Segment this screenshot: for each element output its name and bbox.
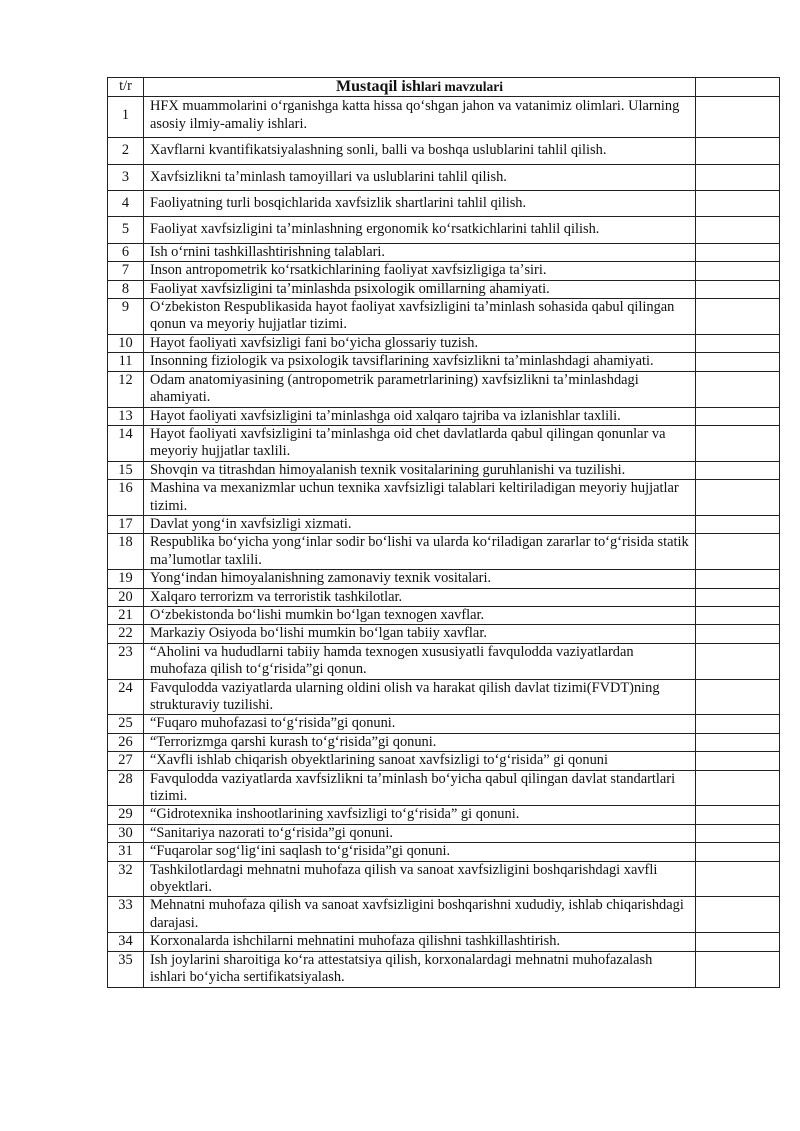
row-number: 33 (108, 897, 144, 933)
topics-table (107, 77, 780, 988)
row-topic: Oʻzbekistonda boʻlishi mumkin boʻlgan texnogen xavflar. (144, 606, 696, 624)
header-title-main: Mustaqil ish (335, 78, 421, 95)
row-empty-cell (696, 933, 780, 951)
row-empty-cell (696, 570, 780, 588)
row-number: 9 (108, 299, 144, 335)
table-row (108, 138, 780, 164)
row-number: 4 (108, 191, 144, 217)
row-empty-cell (696, 606, 780, 624)
table-header-row (108, 78, 780, 97)
table-row (108, 334, 780, 352)
row-topic: Insonning fiziologik va psixologik tavsiflarining xavfsizlikni taʼminlashdagi ahamiyati. (144, 353, 696, 371)
row-empty-cell (696, 164, 780, 190)
row-number: 25 (108, 715, 144, 733)
row-empty-cell (696, 843, 780, 861)
row-topic: Faoliyat xavfsizligini taʼminlashda psixologik omillarning ahamiyati. (144, 280, 696, 298)
row-number: 30 (108, 824, 144, 842)
row-topic: Markaziy Osiyoda boʻlishi mumkin boʻlgan tabiiy xavflar. (144, 625, 696, 643)
table-row (108, 933, 780, 951)
row-topic: “Terrorizmga qarshi kurash toʻgʻrisida”gi qonuni. (144, 733, 696, 751)
table-row (108, 371, 780, 407)
row-number: 31 (108, 843, 144, 861)
row-empty-cell (696, 752, 780, 770)
row-empty-cell (696, 951, 780, 987)
row-topic: Ish joylarini sharoitiga koʻra attestatsiya qilish, korxonalardagi mehnatni muhofazalash ishlari boʻyicha sertifikatsiyalash. (144, 951, 696, 987)
row-empty-cell (696, 280, 780, 298)
row-topic: Xalqaro terrorizm va terroristik tashkilotlar. (144, 588, 696, 606)
table-row (108, 280, 780, 298)
table-row (108, 752, 780, 770)
topics-table-body (108, 97, 780, 987)
table-row (108, 480, 780, 516)
row-number: 5 (108, 217, 144, 243)
table-row (108, 643, 780, 679)
row-empty-cell (696, 243, 780, 261)
row-number: 2 (108, 138, 144, 164)
row-number: 14 (108, 425, 144, 461)
row-number: 35 (108, 951, 144, 987)
row-number: 3 (108, 164, 144, 190)
row-topic: “Xavfli ishlab chiqarish obyektlarining sanoat xavfsizligi toʻgʻrisida” gi qonuni (144, 752, 696, 770)
row-empty-cell (696, 217, 780, 243)
table-row (108, 243, 780, 261)
table-row (108, 217, 780, 243)
table-row (108, 425, 780, 461)
table-row (108, 951, 780, 987)
row-topic: “Fuqaro muhofazasi toʻgʻrisida”gi qonuni. (144, 715, 696, 733)
row-topic: Hayot faoliyati xavfsizligini taʼminlashga oid xalqaro tajriba va izlanishlar taxlili. (144, 407, 696, 425)
row-topic: Xavflarni kvantifikatsiyalashning sonli, balli va boshqa uslublarini tahlil qilish. (144, 138, 696, 164)
row-empty-cell (696, 97, 780, 138)
table-row (108, 570, 780, 588)
row-empty-cell (696, 824, 780, 842)
row-number: 17 (108, 515, 144, 533)
row-topic: HFX muammolarini oʻrganishga katta hissa qoʻshgan jahon va vatanimiz olimlari. Ularning asosiy ilmiy-amaliy ishlari. (144, 97, 696, 138)
row-number: 21 (108, 606, 144, 624)
table-row (108, 97, 780, 138)
row-empty-cell (696, 334, 780, 352)
row-empty-cell (696, 480, 780, 516)
row-topic: Respublika boʻyicha yongʻinlar sodir boʻlishi va ularda koʻriladigan zararlar toʻgʻrisida statik maʼlumotlar taxlili. (144, 534, 696, 570)
table-row (108, 625, 780, 643)
row-empty-cell (696, 407, 780, 425)
row-empty-cell (696, 897, 780, 933)
row-topic: Faoliyatning turli bosqichlarida xavfsizlik shartlarini tahlil qilish. (144, 191, 696, 217)
row-number: 28 (108, 770, 144, 806)
table-row (108, 770, 780, 806)
row-number: 7 (108, 262, 144, 280)
row-number: 16 (108, 480, 144, 516)
row-topic: Davlat yongʻin xavfsizligi xizmati. (144, 515, 696, 533)
row-number: 10 (108, 334, 144, 352)
row-empty-cell (696, 679, 780, 715)
table-row (108, 191, 780, 217)
row-number: 29 (108, 806, 144, 824)
table-row (108, 353, 780, 371)
table-row (108, 806, 780, 824)
row-topic: Yongʻindan himoyalanishning zamonaviy texnik vositalari. (144, 570, 696, 588)
row-empty-cell (696, 806, 780, 824)
row-number: 19 (108, 570, 144, 588)
row-topic: “Aholini va hududlarni tabiiy hamda texnogen xususiyatli favqulodda vaziyatlardan muhofaza qilish toʻgʻrisida”gi qonun. (144, 643, 696, 679)
row-topic: Oʻzbekiston Respublikasida hayot faoliyat xavfsizligini taʼminlash sohasida qabul qilingan qonun va meyoriy hujjatlar tizimi. (144, 299, 696, 335)
row-topic: Shovqin va titrashdan himoyalanish texnik vositalarining guruhlanishi va tuzilishi. (144, 461, 696, 479)
row-number: 32 (108, 861, 144, 897)
row-topic: Favqulodda vaziyatlarda ularning oldini olish va harakat qilish davlat tizimi(FVDT)ning strukturaviy tuzilishi. (144, 679, 696, 715)
table-row (108, 164, 780, 190)
table-row (108, 733, 780, 751)
row-number: 8 (108, 280, 144, 298)
row-topic: Xavfsizlikni taʼminlash tamoyillari va uslublarini tahlil qilish. (144, 164, 696, 190)
row-empty-cell (696, 191, 780, 217)
table-row (108, 715, 780, 733)
table-row (108, 262, 780, 280)
row-number: 34 (108, 933, 144, 951)
row-topic: “Fuqarolar sogʻligʻini saqlash toʻgʻrisida”gi qonuni. (144, 843, 696, 861)
row-topic: Hayot faoliyati xavfsizligini taʼminlashga oid chet davlatlarda qabul qilingan qonunlar va meyoriy hujjatlar taxlili. (144, 425, 696, 461)
row-topic: “Sanitariya nazorati toʻgʻrisida”gi qonuni. (144, 824, 696, 842)
row-topic: “Gidrotexnika inshootlarining xavfsizligi toʻgʻrisida” gi qonuni. (144, 806, 696, 824)
row-empty-cell (696, 861, 780, 897)
table-row (108, 534, 780, 570)
row-empty-cell (696, 299, 780, 335)
row-topic: Hayot faoliyati xavfsizligi fani boʻyicha glossariy tuzish. (144, 334, 696, 352)
row-empty-cell (696, 461, 780, 479)
row-number: 26 (108, 733, 144, 751)
row-topic: Ish oʻrnini tashkillashtirishning talablari. (144, 243, 696, 261)
row-number: 6 (108, 243, 144, 261)
row-empty-cell (696, 588, 780, 606)
row-topic: Korxonalarda ishchilarni mehnatini muhofaza qilishni tashkillashtirish. (144, 933, 696, 951)
table-row (108, 515, 780, 533)
row-empty-cell (696, 643, 780, 679)
table-row (108, 588, 780, 606)
table-row (108, 299, 780, 335)
row-number: 27 (108, 752, 144, 770)
row-number: 12 (108, 371, 144, 407)
document-page (107, 77, 779, 988)
table-row (108, 824, 780, 842)
row-topic: Favqulodda vaziyatlarda xavfsizlikni taʼminlash boʻyicha qabul qilingan davlat standartlari tizimi. (144, 770, 696, 806)
row-number: 24 (108, 679, 144, 715)
row-empty-cell (696, 138, 780, 164)
row-empty-cell (696, 733, 780, 751)
row-number: 20 (108, 588, 144, 606)
row-empty-cell (696, 534, 780, 570)
row-empty-cell (696, 353, 780, 371)
row-topic: Faoliyat xavfsizligini taʼminlashning ergonomik koʻrsatkichlarini tahlil qilish. (144, 217, 696, 243)
row-number: 13 (108, 407, 144, 425)
row-empty-cell (696, 625, 780, 643)
row-topic: Tashkilotlardagi mehnatni muhofaza qilish va sanoat xavfsizligini boshqarishdagi xavfli obyektlari. (144, 861, 696, 897)
row-number: 15 (108, 461, 144, 479)
row-empty-cell (696, 715, 780, 733)
row-number: 1 (108, 97, 144, 138)
table-row (108, 679, 780, 715)
header-title-sub: lari mavzulari (420, 79, 504, 94)
table-row (108, 461, 780, 479)
table-row (108, 843, 780, 861)
row-empty-cell (696, 371, 780, 407)
table-row (108, 606, 780, 624)
table-row (108, 861, 780, 897)
row-number: 23 (108, 643, 144, 679)
row-topic: Odam anatomiyasining (antropometrik parametrlarining) xavfsizlikni taʼminlashdagi ahamiyati. (144, 371, 696, 407)
row-number: 22 (108, 625, 144, 643)
row-empty-cell (696, 425, 780, 461)
row-empty-cell (696, 262, 780, 280)
row-topic: Mashina va mexanizmlar uchun texnika xavfsizligi talablari keltiriladigan meyoriy hujjatlar tizimi. (144, 480, 696, 516)
header-title (144, 78, 696, 97)
row-topic: Inson antropometrik koʻrsatkichlarining faoliyat xavfsizligiga taʼsiri. (144, 262, 696, 280)
row-number: 18 (108, 534, 144, 570)
table-row (108, 407, 780, 425)
row-topic: Mehnatni muhofaza qilish va sanoat xavfsizligini boshqarishni xududiy, ishlab chiqarishdagi darajasi. (144, 897, 696, 933)
row-empty-cell (696, 515, 780, 533)
header-number: t/r (108, 78, 144, 97)
row-number: 11 (108, 353, 144, 371)
table-row (108, 897, 780, 933)
row-empty-cell (696, 770, 780, 806)
header-empty-column (696, 78, 780, 97)
